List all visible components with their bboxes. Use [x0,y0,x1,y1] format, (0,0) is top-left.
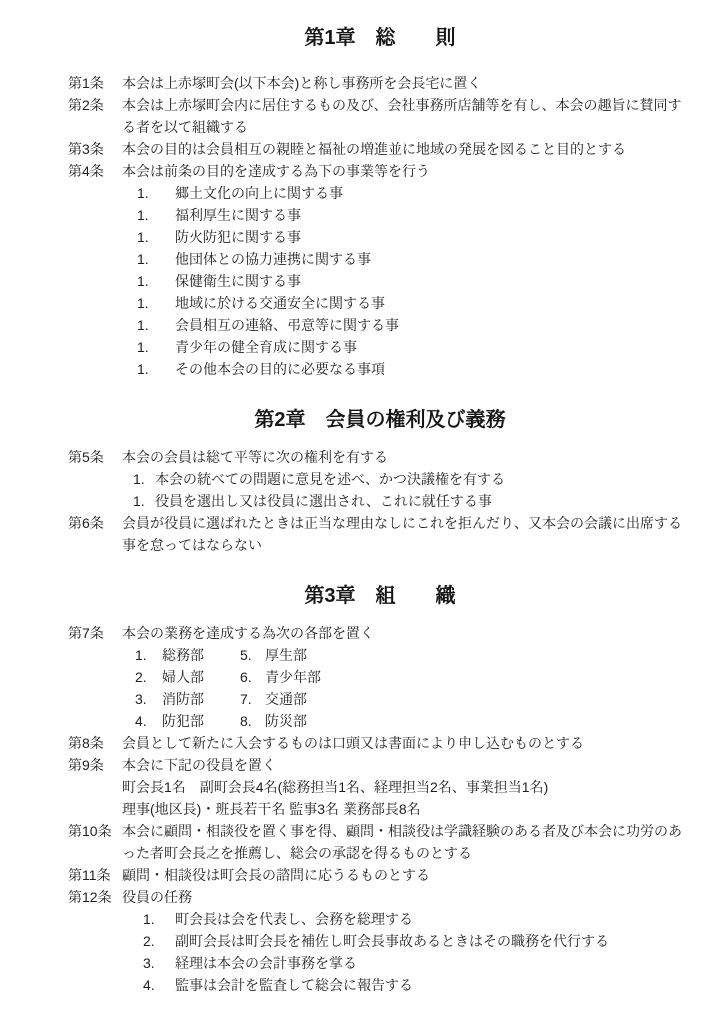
list-item [137,270,692,292]
list-item-text: 地域に於ける交通安全に関する事 [175,295,385,311]
chapter-1-heading: 第1章 総 則 [304,27,456,49]
department-name: 婦人部 [162,669,204,685]
chapter-3-heading: 第3章 組 織 [304,585,456,607]
list-item [137,314,692,336]
article-10 [68,820,692,864]
department-row [135,710,692,732]
list-item [143,974,692,996]
list-item [137,292,692,314]
article-2-text: 本会は上赤塚町会内に居住するもの及び、会社事務所店舗等を有し、本会の趣旨に賛同する者を以て組織する [122,97,682,135]
department-name: 厚生部 [265,647,307,663]
article-1-label: 第1条 [68,75,104,91]
list-item [137,358,692,380]
article-9-line-3: 理事(地区長)・班長若干名 監事3名 業務部長8名 [122,801,421,817]
department-number: 1. [135,647,147,663]
list-item-number: 1. [137,251,149,267]
article-12-label: 第12条 [68,889,112,905]
list-item-number: 1. [143,911,155,927]
article-3-text: 本会の目的は会員相互の親睦と福祉の増進並に地域の発展を図ること目的とする [122,141,626,157]
list-item [143,930,692,952]
list-item [137,336,692,358]
list-item-text: 他団体との協力連携に関する事 [175,251,371,267]
list-item-text: その他本会の目的に必要なる事項 [175,361,385,377]
department-name: 防犯部 [162,713,204,729]
list-item-number: 1. [133,493,145,509]
list-item-number: 1. [137,229,149,245]
list-item-text: 副町会長は町会長を補佐し町会長事故あるときはその職務を代行する [175,933,609,949]
article-1 [68,72,692,94]
article-8-label: 第8条 [68,735,104,751]
department-number: 6. [240,669,252,685]
list-item-number: 1. [137,317,149,333]
article-8 [68,732,692,754]
list-item-text: 防火防犯に関する事 [175,229,301,245]
list-item-text: 福利厚生に関する事 [175,207,301,223]
department-number: 5. [240,647,252,663]
article-1-text: 本会は上赤塚町会(以下本会)と称し事務所を会長宅に置く [122,75,482,91]
department-name: 消防部 [162,691,204,707]
list-item [133,468,692,490]
department-number: 2. [135,669,147,685]
article-7-text: 本会の業務を達成する為次の各部を置く [122,625,374,641]
article-4 [68,160,692,380]
list-item-text: 役員を選出し又は役員に選出され、これに就任する事 [155,493,492,509]
list-item-text: 監事は会計を監査して総会に報告する [175,977,413,993]
article-5-text: 本会の会員は総て平等に次の権利を有する [122,449,388,465]
department-name: 防災部 [265,713,307,729]
department-number: 8. [240,713,252,729]
list-item-number: 1. [137,207,149,223]
article-9-label: 第9条 [68,757,104,773]
list-item-number: 3. [143,955,155,971]
list-item-number: 1. [133,471,145,487]
department-name: 総務部 [162,647,204,663]
article-12-body [122,886,692,996]
article-11-label: 第11条 [68,867,111,883]
article-7-departments [135,644,692,732]
list-item [137,204,692,226]
list-item [143,952,692,974]
list-item-number: 2. [143,933,155,949]
article-2-label: 第2条 [68,97,104,113]
list-item-text: 青少年の健全育成に関する事 [175,339,357,355]
article-7 [68,622,692,732]
article-6-text: 会員が役員に選ばれたときは正当な理由なしにこれを拒んだり、又本会の会議に出席する事を怠ってはならない [122,515,682,553]
department-number: 3. [135,691,147,707]
article-6-label: 第6条 [68,515,104,531]
article-9-body [122,754,692,820]
department-number: 4. [135,713,147,729]
list-item [137,226,692,248]
article-7-label: 第7条 [68,625,104,641]
article-12-text: 役員の任務 [122,889,192,905]
list-item-number: 1. [137,339,149,355]
article-5 [68,446,692,512]
article-11 [68,864,692,886]
department-row [135,688,692,710]
list-item-number: 1. [137,185,149,201]
article-6 [68,512,692,556]
article-5-label: 第5条 [68,449,104,465]
department-name: 青少年部 [265,669,321,685]
list-item-number: 4. [143,977,155,993]
article-12 [68,886,692,996]
list-item-text: 保健衛生に関する事 [175,273,301,289]
article-10-label: 第10条 [68,823,112,839]
article-3-label: 第3条 [68,141,104,157]
list-item-text: 会員相互の連絡、弔意等に関する事 [175,317,399,333]
article-11-text: 顧問・相談役は町会長の諮問に応うるものとする [122,867,430,883]
article-2 [68,94,692,138]
list-item [133,490,692,512]
article-4-body [122,160,692,380]
list-item-text: 経理は本会の会計事務を掌る [175,955,357,971]
department-number: 7. [240,691,252,707]
article-4-label: 第4条 [68,163,104,179]
article-10-text: 本会に顧問・相談役を置く事を得、顧問・相談役は学識経験のある者及び本会に功労のあった者町会長之を推薦し、総会の承認を得るものとする [122,823,682,861]
list-item-text: 郷土文化の向上に関する事 [175,185,343,201]
department-name: 交通部 [265,691,307,707]
article-5-body [122,446,692,512]
article-5-list [133,468,692,512]
list-item [137,248,692,270]
article-4-text: 本会は前条の目的を達成する為下の事業等を行う [122,163,430,179]
article-3 [68,138,692,160]
article-9-line-2: 町会長1名 副町会長4名(総務担当1名、経理担当2名、事業担当1名) [122,779,549,795]
article-7-body [122,622,692,732]
list-item [143,908,692,930]
list-item-number: 1. [137,295,149,311]
list-item-number: 1. [137,273,149,289]
department-row [135,644,692,666]
list-item [137,182,692,204]
chapter-2-heading: 第2章 会員の権利及び義務 [254,409,506,431]
article-12-list [143,908,692,996]
article-9 [68,754,692,820]
article-8-text: 会員として新たに入会するものは口頭又は書面により申し込むものとする [122,735,584,751]
article-4-list [137,182,692,380]
article-9-text: 本会に下記の役員を置く [122,757,276,773]
list-item-number: 1. [137,361,149,377]
department-row [135,666,692,688]
list-item-text: 町会長は会を代表し、会務を総理する [175,911,413,927]
list-item-text: 本会の統べての問題に意見を述べ、かつ決議権を有する [155,471,505,487]
